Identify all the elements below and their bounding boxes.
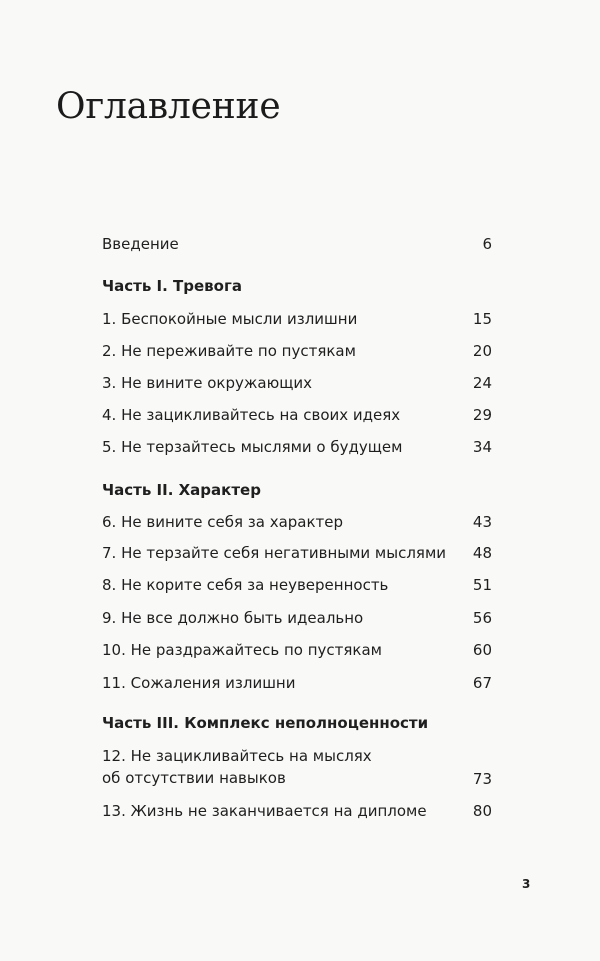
toc-entry-label-line: 12. Не зацикливайтесь на мыслях bbox=[102, 747, 372, 765]
part-heading-3: Часть III. Комплекс неполноценности bbox=[102, 714, 429, 732]
toc-entry-label: 1. Беспокойные мысли излишни bbox=[102, 310, 358, 328]
toc-entry-label: 2. Не переживайте по пустякам bbox=[102, 342, 356, 360]
toc-entry-label: 6. Не вините себя за характер bbox=[102, 513, 344, 531]
toc-entry-page: 20 bbox=[472, 342, 492, 360]
toc-entry bbox=[102, 801, 492, 821]
table-of-contents bbox=[102, 0, 492, 961]
toc-entry-label: 13. Жизнь не заканчивается на дипломе bbox=[102, 802, 427, 820]
toc-entry-label bbox=[102, 745, 372, 789]
part-heading-2: Часть II. Характер bbox=[102, 481, 261, 499]
toc-entry-page: 56 bbox=[472, 609, 492, 627]
toc-entry bbox=[102, 373, 492, 393]
toc-entry-page: 15 bbox=[472, 310, 492, 328]
toc-entry bbox=[102, 745, 492, 789]
toc-entry-page: 67 bbox=[472, 674, 492, 692]
toc-entry bbox=[102, 575, 492, 595]
toc-entry-label: 5. Не терзайтесь мыслями о будущем bbox=[102, 438, 403, 456]
toc-entry bbox=[102, 309, 492, 329]
toc-entry-page: 34 bbox=[472, 438, 492, 456]
toc-entry bbox=[102, 608, 492, 628]
toc-entry bbox=[102, 640, 492, 660]
toc-entry-intro bbox=[102, 234, 492, 254]
toc-entry-page: 48 bbox=[472, 544, 492, 562]
toc-entry bbox=[102, 405, 492, 425]
toc-entry bbox=[102, 341, 492, 361]
toc-entry-page: 60 bbox=[472, 641, 492, 659]
toc-entry bbox=[102, 512, 492, 532]
toc-entry-label: 4. Не зацикливайтесь на своих идеях bbox=[102, 406, 401, 424]
toc-entry-label: 11. Сожаления излишни bbox=[102, 674, 296, 692]
part-heading-1: Часть I. Тревога bbox=[102, 277, 242, 295]
toc-entry-page: 43 bbox=[472, 513, 492, 531]
toc-entry-page: 6 bbox=[482, 235, 492, 253]
page-title: Оглавление bbox=[56, 86, 281, 127]
toc-entry-label-line: об отсутствии навыков bbox=[102, 769, 286, 787]
toc-entry-label: 10. Не раздражайтесь по пустякам bbox=[102, 641, 382, 659]
toc-entry bbox=[102, 437, 492, 457]
toc-entry-page: 73 bbox=[472, 770, 492, 788]
toc-entry-page: 80 bbox=[472, 802, 492, 820]
toc-entry bbox=[102, 673, 492, 693]
toc-entry-label: Введение bbox=[102, 235, 179, 253]
toc-entry-page: 29 bbox=[472, 406, 492, 424]
toc-entry-label: 9. Не все должно быть идеально bbox=[102, 609, 364, 627]
page-number: 3 bbox=[522, 877, 531, 891]
toc-entry bbox=[102, 543, 492, 563]
toc-entry-page: 24 bbox=[472, 374, 492, 392]
toc-entry-label: 8. Не корите себя за неуверенность bbox=[102, 576, 389, 594]
toc-entry-page: 51 bbox=[472, 576, 492, 594]
toc-entry-label: 3. Не вините окружающих bbox=[102, 374, 312, 392]
toc-entry-label: 7. Не терзайте себя негативными мыслями bbox=[102, 544, 447, 562]
